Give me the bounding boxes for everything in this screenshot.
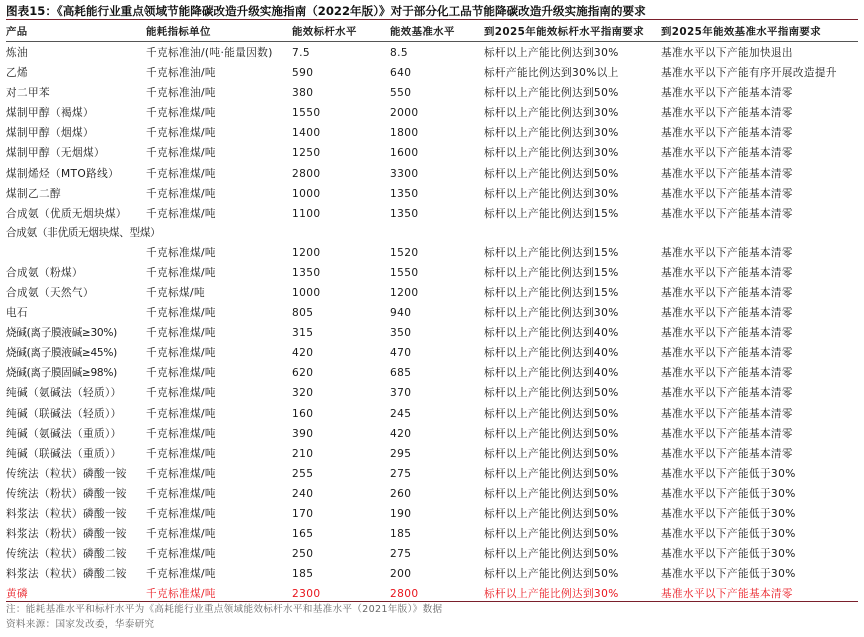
cell-unit: 千克标准煤/吨 bbox=[146, 207, 216, 220]
cell-unit: 千克标准煤/吨 bbox=[146, 427, 216, 440]
cell-product: 煤制甲醇（褐煤） bbox=[6, 107, 94, 120]
cell-product: 乙烯 bbox=[6, 67, 28, 80]
bottom-divider bbox=[6, 601, 858, 602]
cell-req-baseline: 基准水平以下产能基本清零 bbox=[661, 588, 793, 601]
cell-product: 炼油 bbox=[6, 47, 28, 59]
cell-req-benchmark: 标杆以上产能比例达到30% bbox=[484, 307, 619, 320]
cell-baseline: 190 bbox=[390, 507, 412, 520]
cell-req-baseline: 基准水平以下产能基本清零 bbox=[661, 387, 793, 400]
cell-benchmark: 1400 bbox=[292, 127, 321, 140]
cell-req-benchmark: 标杆以上产能比例达到15% bbox=[484, 246, 619, 259]
table-row bbox=[6, 524, 858, 544]
cell-req-baseline: 基准水平以下产能低于30% bbox=[661, 568, 796, 581]
cell-product: 合成氨（非优质无烟块煤、型煤） bbox=[6, 226, 161, 239]
cell-baseline: 1520 bbox=[390, 246, 419, 259]
cell-unit: 千克标准煤/吨 bbox=[146, 147, 216, 160]
cell-unit: 千克标准油/(吨·能量因数) bbox=[146, 47, 273, 59]
cell-req-baseline: 基准水平以下产能基本清零 bbox=[661, 167, 793, 180]
cell-req-baseline: 基准水平以下产能低于30% bbox=[661, 467, 796, 480]
cell-unit: 千克标煤/吨 bbox=[146, 286, 205, 299]
table-row bbox=[6, 103, 858, 123]
cell-benchmark: 620 bbox=[292, 367, 314, 380]
cell-req-baseline: 基准水平以下产能有序开展改造提升 bbox=[661, 67, 837, 80]
cell-unit: 千克标准煤/吨 bbox=[146, 187, 216, 200]
cell-product: 黄磷 bbox=[6, 588, 28, 601]
header-benchmark: 能效标杆水平 bbox=[292, 26, 357, 38]
cell-baseline: 1600 bbox=[390, 147, 419, 160]
cell-unit: 千克标准煤/吨 bbox=[146, 347, 216, 360]
cell-product: 烧碱(离子膜液碱≥45%) bbox=[6, 347, 117, 360]
cell-req-baseline: 基准水平以下产能基本清零 bbox=[661, 127, 793, 140]
cell-benchmark: 1550 bbox=[292, 107, 321, 120]
cell-req-benchmark: 标杆以上产能比例达到15% bbox=[484, 286, 619, 299]
cell-product: 纯碱（联碱法（重质）） bbox=[6, 447, 122, 460]
cell-req-baseline: 基准水平以下产能基本清零 bbox=[661, 286, 793, 299]
cell-product: 煤制乙二醇 bbox=[6, 187, 61, 200]
cell-benchmark: 255 bbox=[292, 467, 314, 480]
cell-req-benchmark: 标杆以上产能比例达到50% bbox=[484, 87, 619, 100]
cell-product: 煤制烯烃（MTO路线） bbox=[6, 167, 120, 180]
cell-baseline: 260 bbox=[390, 487, 412, 500]
table-row bbox=[6, 444, 858, 464]
cell-unit: 千克标准煤/吨 bbox=[146, 507, 216, 520]
cell-req-benchmark: 标杆以上产能比例达到50% bbox=[484, 387, 619, 400]
cell-req-baseline: 基准水平以下产能基本清零 bbox=[661, 147, 793, 160]
cell-benchmark: 805 bbox=[292, 307, 314, 320]
table-row bbox=[6, 143, 858, 163]
table-row bbox=[6, 303, 858, 323]
cell-product: 合成氨（优质无烟块煤） bbox=[6, 207, 127, 220]
cell-product: 煤制甲醇（烟煤） bbox=[6, 127, 94, 140]
cell-unit: 千克标准煤/吨 bbox=[146, 467, 216, 480]
cell-unit: 千克标准煤/吨 bbox=[146, 266, 216, 279]
cell-unit: 千克标准煤/吨 bbox=[146, 487, 216, 500]
cell-baseline: 350 bbox=[390, 327, 412, 340]
cell-benchmark: 165 bbox=[292, 528, 314, 541]
cell-req-benchmark: 标杆以上产能比例达到50% bbox=[484, 568, 619, 581]
cell-unit: 千克标准煤/吨 bbox=[146, 167, 216, 180]
cell-product: 纯碱（氨碱法（轻质）） bbox=[6, 387, 122, 400]
table-row bbox=[6, 184, 858, 204]
cell-product: 传统法（粒状）磷酸二铵 bbox=[6, 548, 127, 561]
cell-req-benchmark: 标杆以上产能比例达到40% bbox=[484, 347, 619, 360]
cell-baseline: 1350 bbox=[390, 187, 419, 200]
cell-req-baseline: 基准水平以下产能基本清零 bbox=[661, 427, 793, 440]
cell-baseline: 2800 bbox=[390, 588, 419, 601]
cell-req-benchmark: 标杆以上产能比例达到40% bbox=[484, 327, 619, 340]
cell-req-benchmark: 标杆以上产能比例达到40% bbox=[484, 367, 619, 380]
cell-benchmark: 1100 bbox=[292, 207, 321, 220]
cell-baseline: 370 bbox=[390, 387, 412, 400]
cell-req-benchmark: 标杆以上产能比例达到50% bbox=[484, 427, 619, 440]
cell-baseline: 420 bbox=[390, 427, 412, 440]
cell-product: 纯碱（联碱法（轻质）） bbox=[6, 407, 122, 420]
cell-req-baseline: 基准水平以下产能基本清零 bbox=[661, 347, 793, 360]
cell-baseline: 3300 bbox=[390, 167, 419, 180]
cell-baseline: 275 bbox=[390, 467, 412, 480]
table-row bbox=[6, 484, 858, 504]
table-row bbox=[6, 404, 858, 424]
cell-unit: 千克标准煤/吨 bbox=[146, 307, 216, 320]
cell-req-benchmark: 标杆以上产能比例达到50% bbox=[484, 528, 619, 541]
table-row bbox=[6, 464, 858, 484]
table-row bbox=[6, 83, 858, 103]
cell-benchmark: 1000 bbox=[292, 286, 321, 299]
cell-unit: 千克标准煤/吨 bbox=[146, 107, 216, 120]
cell-benchmark: 320 bbox=[292, 387, 314, 400]
cell-req-benchmark: 标杆以上产能比例达到50% bbox=[484, 467, 619, 480]
cell-baseline: 8.5 bbox=[390, 47, 409, 59]
table-row bbox=[6, 504, 858, 524]
cell-unit: 千克标准煤/吨 bbox=[146, 588, 216, 601]
cell-req-benchmark: 标杆以上产能比例达到30% bbox=[484, 107, 619, 120]
cell-benchmark: 7.5 bbox=[292, 47, 311, 59]
cell-req-benchmark: 标杆以上产能比例达到50% bbox=[484, 447, 619, 460]
header-req-baseline: 到2025年能效基准水平指南要求 bbox=[661, 26, 822, 38]
cell-benchmark: 315 bbox=[292, 327, 314, 340]
table-row bbox=[6, 123, 858, 143]
cell-benchmark: 1000 bbox=[292, 187, 321, 200]
cell-req-benchmark: 标杆以上产能比例达到50% bbox=[484, 407, 619, 420]
table-row bbox=[6, 164, 858, 184]
cell-product: 合成氨（粉煤） bbox=[6, 266, 83, 279]
cell-baseline: 245 bbox=[390, 407, 412, 420]
cell-product: 传统法（粒状）磷酸一铵 bbox=[6, 467, 127, 480]
header-divider bbox=[6, 41, 858, 42]
cell-req-benchmark: 标杆以上产能比例达到30% bbox=[484, 187, 619, 200]
cell-req-benchmark: 标杆以上产能比例达到15% bbox=[484, 266, 619, 279]
cell-unit: 千克标准煤/吨 bbox=[146, 548, 216, 561]
cell-product: 煤制甲醇（无烟煤） bbox=[6, 147, 105, 160]
cell-product: 烧碱(离子膜液碱≥30%) bbox=[6, 327, 117, 340]
cell-req-baseline: 基准水平以下产能基本清零 bbox=[661, 266, 793, 279]
cell-benchmark: 185 bbox=[292, 568, 314, 581]
cell-req-benchmark: 标杆以上产能比例达到50% bbox=[484, 487, 619, 500]
cell-product: 传统法（粉状）磷酸一铵 bbox=[6, 487, 127, 500]
cell-baseline: 1800 bbox=[390, 127, 419, 140]
title-divider bbox=[6, 19, 858, 20]
cell-req-baseline: 基准水平以下产能低于30% bbox=[661, 507, 796, 520]
cell-req-baseline: 基准水平以下产能基本清零 bbox=[661, 246, 793, 259]
cell-product: 料浆法（粒状）磷酸一铵 bbox=[6, 507, 127, 520]
cell-benchmark: 420 bbox=[292, 347, 314, 360]
cell-benchmark: 390 bbox=[292, 427, 314, 440]
cell-benchmark: 380 bbox=[292, 87, 314, 100]
table-row bbox=[6, 323, 858, 343]
cell-req-baseline: 基准水平以下产能基本清零 bbox=[661, 187, 793, 200]
cell-baseline: 275 bbox=[390, 548, 412, 561]
cell-unit: 千克标准煤/吨 bbox=[146, 407, 216, 420]
cell-benchmark: 210 bbox=[292, 447, 314, 460]
cell-benchmark: 590 bbox=[292, 67, 314, 80]
figure-title: 图表15：《高耗能行业重点领域节能降碳改造升级实施指南（2022年版）》对于部分化工品节能降碳改造升级实施指南的要求 bbox=[6, 4, 646, 18]
cell-unit: 千克标准煤/吨 bbox=[146, 387, 216, 400]
cell-benchmark: 250 bbox=[292, 548, 314, 561]
cell-req-benchmark: 标杆以上产能比例达到30% bbox=[484, 127, 619, 140]
cell-product: 料浆法（粉状）磷酸一铵 bbox=[6, 528, 127, 541]
cell-req-baseline: 基准水平以下产能加快退出 bbox=[661, 47, 793, 59]
table-row bbox=[6, 383, 858, 403]
cell-product: 电石 bbox=[6, 307, 28, 320]
table-row bbox=[6, 544, 858, 564]
cell-product: 烧碱(离子膜固碱≥98%) bbox=[6, 367, 117, 380]
source-note: 资料来源：国家发改委，华泰研究 bbox=[6, 619, 155, 630]
cell-req-benchmark: 标杆以上产能比例达到50% bbox=[484, 548, 619, 561]
cell-baseline: 640 bbox=[390, 67, 412, 80]
cell-unit: 千克标准煤/吨 bbox=[146, 528, 216, 541]
cell-benchmark: 1200 bbox=[292, 246, 321, 259]
cell-baseline: 550 bbox=[390, 87, 412, 100]
cell-baseline: 200 bbox=[390, 568, 412, 581]
cell-benchmark: 2300 bbox=[292, 588, 321, 601]
cell-baseline: 185 bbox=[390, 528, 412, 541]
cell-req-baseline: 基准水平以下产能基本清零 bbox=[661, 107, 793, 120]
cell-baseline: 295 bbox=[390, 447, 412, 460]
cell-req-benchmark: 标杆产能比例达到30%以上 bbox=[484, 67, 619, 80]
cell-req-benchmark: 标杆以上产能比例达到50% bbox=[484, 507, 619, 520]
cell-baseline: 470 bbox=[390, 347, 412, 360]
cell-baseline: 2000 bbox=[390, 107, 419, 120]
cell-unit: 千克标准煤/吨 bbox=[146, 367, 216, 380]
cell-unit: 千克标准煤/吨 bbox=[146, 568, 216, 581]
table-header bbox=[6, 22, 858, 40]
table-row bbox=[6, 564, 858, 584]
cell-req-baseline: 基准水平以下产能基本清零 bbox=[661, 207, 793, 220]
cell-benchmark: 1250 bbox=[292, 147, 321, 160]
table-row bbox=[6, 63, 858, 83]
cell-baseline: 940 bbox=[390, 307, 412, 320]
cell-req-benchmark: 标杆以上产能比例达到30% bbox=[484, 47, 619, 59]
cell-req-baseline: 基准水平以下产能基本清零 bbox=[661, 407, 793, 420]
cell-unit: 千克标准煤/吨 bbox=[146, 327, 216, 340]
cell-req-baseline: 基准水平以下产能低于30% bbox=[661, 548, 796, 561]
cell-benchmark: 2800 bbox=[292, 167, 321, 180]
cell-req-benchmark: 标杆以上产能比例达到50% bbox=[484, 167, 619, 180]
header-req-benchmark: 到2025年能效标杆水平指南要求 bbox=[484, 26, 645, 38]
cell-baseline: 1350 bbox=[390, 207, 419, 220]
cell-baseline: 1200 bbox=[390, 286, 419, 299]
table-row bbox=[6, 363, 858, 383]
table-row bbox=[6, 263, 858, 283]
table-row bbox=[6, 224, 858, 263]
cell-req-benchmark: 标杆以上产能比例达到30% bbox=[484, 147, 619, 160]
table-row bbox=[6, 424, 858, 444]
cell-req-baseline: 基准水平以下产能基本清零 bbox=[661, 87, 793, 100]
cell-benchmark: 240 bbox=[292, 487, 314, 500]
cell-unit: 千克标准煤/吨 bbox=[146, 127, 216, 140]
cell-benchmark: 1350 bbox=[292, 266, 321, 279]
cell-product: 合成氨（天然气） bbox=[6, 286, 94, 299]
header-baseline: 能效基准水平 bbox=[390, 26, 455, 38]
cell-req-baseline: 基准水平以下产能低于30% bbox=[661, 528, 796, 541]
cell-unit: 千克标准油/吨 bbox=[146, 67, 216, 80]
cell-req-benchmark: 标杆以上产能比例达到15% bbox=[484, 207, 619, 220]
cell-unit: 千克标准煤/吨 bbox=[146, 447, 216, 460]
cell-req-benchmark: 标杆以上产能比例达到30% bbox=[484, 588, 619, 601]
table-row bbox=[6, 283, 858, 303]
header-unit: 能耗指标单位 bbox=[146, 26, 211, 38]
cell-req-baseline: 基准水平以下产能低于30% bbox=[661, 487, 796, 500]
table-row bbox=[6, 204, 858, 224]
cell-benchmark: 170 bbox=[292, 507, 314, 520]
cell-unit: 千克标准油/吨 bbox=[146, 87, 216, 100]
cell-unit: 千克标准煤/吨 bbox=[146, 246, 216, 259]
table-body bbox=[6, 43, 858, 604]
cell-baseline: 685 bbox=[390, 367, 412, 380]
cell-baseline: 1550 bbox=[390, 266, 419, 279]
header-product: 产品 bbox=[6, 26, 28, 38]
cell-req-baseline: 基准水平以下产能基本清零 bbox=[661, 447, 793, 460]
cell-product: 料浆法（粒状）磷酸二铵 bbox=[6, 568, 127, 581]
cell-req-baseline: 基准水平以下产能基本清零 bbox=[661, 307, 793, 320]
table-row bbox=[6, 43, 858, 63]
cell-product: 纯碱（氨碱法（重质）） bbox=[6, 427, 122, 440]
table-note: 注：能耗基准水平和标杆水平为《高耗能行业重点领域能效标杆水平和基准水平（2021年版）》数据 bbox=[6, 604, 443, 615]
cell-product: 对二甲苯 bbox=[6, 87, 50, 100]
cell-req-baseline: 基准水平以下产能基本清零 bbox=[661, 367, 793, 380]
cell-req-baseline: 基准水平以下产能基本清零 bbox=[661, 327, 793, 340]
cell-benchmark: 160 bbox=[292, 407, 314, 420]
table-row bbox=[6, 343, 858, 363]
